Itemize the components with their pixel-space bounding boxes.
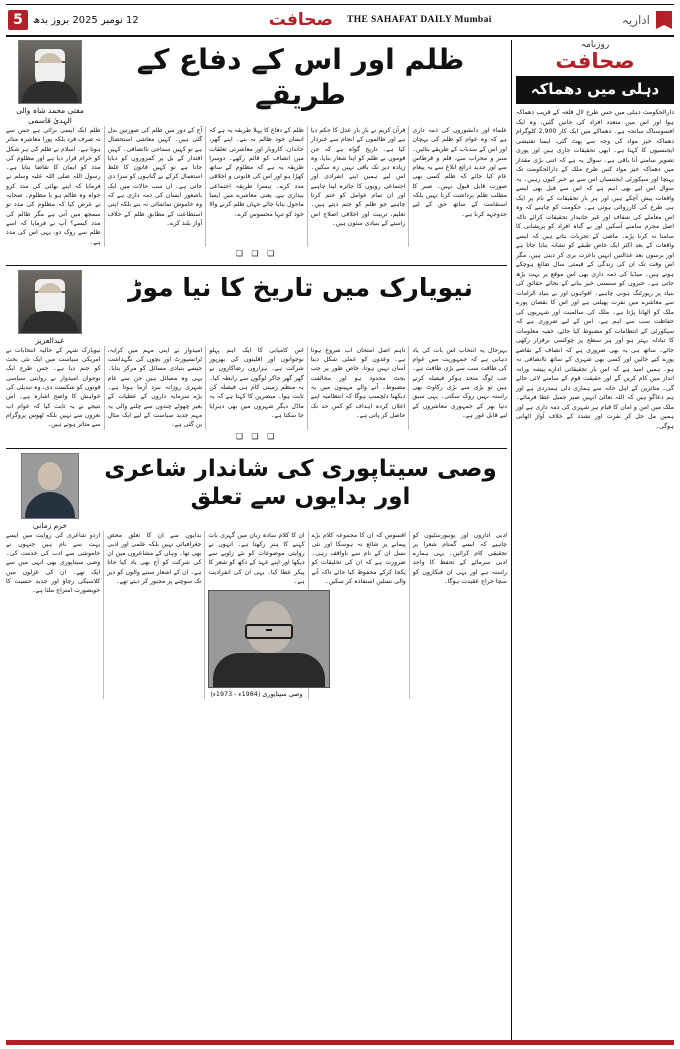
article-3-col-2: بدایوں سے ان کا تعلق محض جغرافیائی نہیں بلکہ علمی اور ادبی بھی تھا۔ وہاں کے مشاعروں میں ان کی شرکت کو آج بھی یاد کیا جاتا ہے۔ ان کے اشعار سننے والوں کو دیر تک سوچنے پر مجبور کر دیتے تھے۔ bbox=[107, 531, 202, 586]
column-rule bbox=[408, 346, 409, 430]
divider bbox=[6, 448, 507, 449]
editorial-body: دارالحکومت دہلی میں جس طرح لال قلعہ کے قریب دھماکہ ہوا اور اس میں متعدد افراد کی جانیں گئیں، وہ ایک افسوسناک سانحہ ہے۔ دھماکے میں ایک کار 2,900 کلوگرام دھماکہ خیز مواد کی وجہ سے پھٹ گئی، ایسا تفتیشی ایجنسیوں کا کہنا ہے۔ ابھی تحقیقات جاری ہیں اور پوری تصویر سامنے آنا باقی ہے۔ سوال یہ ہے کہ اتنی بڑی مقدار میں دھماکہ خیز مواد کس طرح ملک کے دارالحکومت تک پہنچا اور سیکورٹی ایجنسیاں اس سے بے خبر کیوں رہیں۔ یہ سوال اس لیے بھی اہم ہے کہ اس سے قبل بھی ایسے واقعات پیش آچکے ہیں اور ہر بار تحقیقات کے نام پر ایک ہی طرح کی کارروائی ہوتی ہے۔ حکومت کو چاہیے کہ وہ اس معاملے کی شفاف اور غیر جانبدار تحقیقات کرائے تاکہ اصل مجرم سامنے آسکیں اور بے گناہ افراد کو پریشانی کا سامنا نہ کرنا پڑے۔ ماضی کے تجربات بتاتے ہیں کہ ایسے واقعات کے بعد اکثر ایک خاص طبقے کو نشانہ بنایا جاتا ہے اور برسوں بعد عدالتیں انہیں باعزت بری کر دیتی ہیں، مگر اس وقت تک ان کی زندگی کے قیمتی سال ضائع ہوچکے ہوتے ہیں۔ میڈیا کی ذمہ داری بھی اس موقع پر بہت بڑھ جاتی ہے۔ خبروں کو سنسنی خیز بنانے کے بجائے حقائق کی بنیاد پر رپورٹنگ ہونی چاہیے۔ افواہوں اور بے بنیاد الزامات سے معاشرے میں نفرت پھیلتی ہے اور اس کا نقصان پورے ملک کو اٹھانا پڑتا ہے۔ ملک کی سالمیت اور شہریوں کی حفاظت سب سے اہم ہے۔ اس کے لیے ضروری ہے کہ سیکورٹی کے انتظامات کو مضبوط کیا جائے، خفیہ معلومات کا تبادلہ بہتر ہو اور ہر سطح پر چوکسی برقرار رکھی جائے۔ ساتھ ہی یہ بھی ضروری ہے کہ انصاف کے تقاضے پورے کیے جائیں اور کسی بھی شہری کے ساتھ ناانصافی نہ ہو۔ ہمیں امید ہے کہ اس بار تحقیقاتی ادارے پیشہ ورانہ انداز میں کام کریں گے اور حقیقت قوم کے سامنے لائی جائے گی۔ متاثرین کے اہل خانہ سے ہماری دلی ہمدردی ہے اور ہم دعاگو ہیں کہ اللہ تعالیٰ انہیں صبر جمیل عطا فرمائے۔ ملک میں امن و امان کا قیام ہر شہری کی ذمہ داری ہے اور ہمیں مل جل کر نفرت اور تشدد کے خلاف آواز اٹھانی ہوگی۔ bbox=[516, 109, 674, 430]
article-3-col-3-wrap bbox=[208, 531, 304, 700]
article-2-col-2: امیدوار نے اپنی مہم میں کرایہ، ٹرانسپورٹ اور بچوں کی نگہداشت جیسے بنیادی مسائل کو مرکز بنایا۔ یہی وہ مسائل ہیں جن سے عام شہری روزانہ نبرد آزما ہوتا ہے۔ بڑے سرمایہ داروں کے عطیات کے بغیر چھوٹے چندوں سے چلنے والی یہ مہم جدید سیاست کے لیے ایک مثال بن گئی ہے۔ bbox=[107, 346, 203, 429]
article-1-columns bbox=[6, 126, 507, 247]
paper-logo: صحافت bbox=[268, 10, 333, 30]
article-3-col-3: ان کا کلام سادہ زبان میں گہری بات کہنے کا ہنر رکھتا ہے۔ انہوں نے روایتی موضوعات کو نئے زاویے سے دیکھا اور اپنے عہد کے دکھ کو شعر کا پیکر عطا کیا۔ یہی ان کی انفرادیت ہے۔ bbox=[208, 531, 305, 586]
article-1-col-3: ظلم کے دفاع کا پہلا طریقہ یہ ہے کہ انسان خود ظالم نہ بنے۔ اپنے گھر، خاندان، کاروبار اور معاشرتی تعلقات میں انصاف کو قائم رکھے۔ دوسرا طریقہ یہ ہے کہ مظلوم کے ساتھ کھڑا ہو اور اس کی قانونی و اخلاقی مدد کرے۔ تیسرا طریقہ اجتماعی بیداری ہے، یعنی معاشرے میں ایسا ماحول بنایا جائے جہاں ظلم کرنے والا خود کو تنہا محسوس کرے۔ bbox=[209, 127, 304, 218]
article-3-col-1: اردو شاعری کی روایت میں ایسے بہت سے نام ہیں جنہوں نے خاموشی سے ادب کی خدمت کی۔ وصی سیتاپوری بھی انہی میں سے ایک تھے۔ ان کی غزلوں میں کلاسیکی رچاؤ اور جدید حسیت کا خوبصورت امتزاج ملتا ہے۔ bbox=[6, 531, 101, 595]
article-3-columns bbox=[6, 531, 507, 700]
article-3 bbox=[6, 453, 507, 700]
section-label: اداریہ bbox=[621, 13, 650, 27]
article-2-col-1: نیویارک شہر کے حالیہ انتخابات نے امریکی سیاست میں ایک نئی بحث کو جنم دیا ہے۔ جس طرح ایک نوجوان امیدوار نے روایتی سیاسی قوتوں کو شکست دی، وہ تبدیلی کی خواہش کا واضح اشارہ ہے۔ اس نتیجے نے یہ ثابت کیا کہ عوام اب نعروں سے نہیں بلکہ ٹھوس پروگرام سے متاثر ہوتے ہیں۔ bbox=[6, 346, 101, 429]
column-rule bbox=[104, 126, 105, 247]
column-rule bbox=[205, 126, 206, 247]
author-photo bbox=[21, 453, 79, 519]
section-rule bbox=[511, 40, 512, 1045]
article-3-headline: وصی سیتاپوری کی شاندار شاعری اور بدایوں سے تعلق bbox=[104, 455, 497, 511]
editorial-column bbox=[516, 40, 674, 1045]
article-1-byline bbox=[6, 40, 94, 126]
article-1-headline: ظلم اور اس کے دفاع کے طریقے bbox=[136, 43, 465, 111]
page-body bbox=[6, 40, 674, 1045]
editorial-headline: دہلی میں دھماکہ bbox=[516, 76, 674, 104]
masthead bbox=[6, 4, 674, 37]
paper-english-title: THE SAHAFAT DAILY Mumbai bbox=[346, 15, 492, 25]
editorial-kicker: روزنامہ bbox=[580, 40, 610, 50]
article-3-col-4: افسوس کہ ان کا مجموعہ کلام بڑے پیمانے پر شائع نہ ہوسکا اور نئی نسل ان کے نام سے ناواقف رہی۔ ضرورت ہے کہ ان کی تخلیقات کو یکجا کرکے محفوظ کیا جائے تاکہ آنے والی نسلیں استفادہ کر سکیں۔ bbox=[311, 531, 406, 586]
section-ornament: ❏ ❏ ❏ bbox=[235, 431, 278, 441]
article-1-col-2: آج کے دور میں ظلم کی صورتیں بدل گئی ہیں۔ کہیں معاشی استحصال ہے تو کہیں سماجی ناانصافی۔ کہیں اقتدار کے بل پر کمزوروں کو دبایا جاتا ہے تو کہیں قانون کا غلط استعمال کرکے بے گناہوں کو سزا دی جاتی ہے۔ ان سب حالات میں ایک باشعور انسان کی ذمہ داری ہے کہ وہ خاموش تماشائی نہ بنے بلکہ اپنی استطاعت کے مطابق ظلم کے خلاف آواز بلند کرے۔ bbox=[107, 127, 203, 227]
poet-photo-caption: وصی سیتاپوری (1984ء - 1973ء) bbox=[210, 690, 303, 699]
bookmark-icon bbox=[656, 11, 672, 29]
article-2 bbox=[6, 270, 507, 443]
article-2-col-3: اس کامیابی کا ایک اہم پہلو نوجوانوں اور اقلیتوں کی بھرپور شرکت ہے۔ ہزاروں رضاکاروں نے گھر گھر جاکر لوگوں سے رابطہ کیا۔ یہ منظم زمینی کام ہی فیصلہ کن ثابت ہوا۔ مبصرین کا کہنا ہے کہ یہ ماڈل دیگر شہروں میں بھی دہرایا جا سکتا ہے۔ bbox=[209, 346, 304, 419]
column-rule bbox=[103, 531, 104, 700]
article-2-byline bbox=[6, 270, 94, 346]
article-1-col-1: ظلم ایک ایسی برائی ہے جس سے نہ صرف فرد بلکہ پورا معاشرہ متاثر ہوتا ہے۔ اسلام نے ظلم کی ہر شکل کو حرام قرار دیا ہے اور مظلوم کی مدد کو ایمان کا تقاضا بتایا ہے۔ رسول اللہ صلی اللہ علیہ وسلم نے فرمایا کہ اپنے بھائی کی مدد کرو خواہ وہ ظالم ہو یا مظلوم۔ صحابہ نے عرض کیا کہ مظلوم کی مدد تو سمجھ میں آتی ہے مگر ظالم کی مدد کیسے؟ آپ نے فرمایا کہ اسے ظلم سے روک دو، یہی اس کی مدد ہے۔ bbox=[6, 127, 101, 246]
masthead-left bbox=[8, 10, 139, 30]
column-rule bbox=[307, 126, 308, 247]
article-1-col-5: علماء اور دانشوروں کی ذمہ داری ہے کہ وہ عوام کو ظلم کی پہچان اور اس کے سدباب کے طریقے بتائیں۔ منبر و محراب سے، قلم و قرطاس سے اور جدید ذرائع ابلاغ سے یہ پیغام عام کیا جائے کہ ظلم کسی بھی صورت قابل قبول نہیں۔ صبر کا مطلب ظلم برداشت کرنا نہیں بلکہ استقامت کے ساتھ حق کے لیے جدوجہد کرنا ہے۔ bbox=[412, 127, 507, 218]
author-photo bbox=[18, 40, 82, 104]
article-1-col-4: قرآن کریم نے بار بار عدل کا حکم دیا ہے اور ظالموں کے انجام سے خبردار کیا ہے۔ تاریخ گواہ ہے کہ جن قوموں نے ظلم کو اپنا شعار بنایا، وہ زیادہ دیر تک باقی نہیں رہ سکیں۔ اس لیے ہمیں اپنے انفرادی اور اجتماعی رویوں کا جائزہ لینا چاہیے اور ان تمام عوامل کو ختم کرنا چاہیے جو ظلم کو جنم دیتے ہیں۔ تعلیم، تربیت اور اخلاقی اصلاح اس راستے کے بنیادی ستون ہیں۔ bbox=[310, 127, 406, 227]
issue-date: 12 نومبر 2025 بروز بدھ bbox=[33, 14, 139, 26]
article-2-col-5: بہرحال یہ انتخاب اس بات کی یاد دہانی ہے کہ جمہوریت میں عوام کی طاقت سب سے بڑی طاقت ہے۔ جب لوگ متحد ہوکر فیصلہ کرتے ہیں تو بڑی سے بڑی رکاوٹ بھی راستہ نہیں روک سکتی۔ یہی سبق دنیا بھر کے جمہوری معاشروں کے لیے قابل غور ہے۔ bbox=[412, 346, 507, 419]
poet-photo bbox=[208, 590, 330, 688]
article-3-byline bbox=[6, 453, 94, 531]
section-ornament: ❏ ❏ ❏ bbox=[235, 248, 278, 258]
column-rule bbox=[409, 531, 410, 700]
author-name: خرم زمانی bbox=[32, 520, 68, 530]
author-photo bbox=[18, 270, 82, 334]
article-1 bbox=[6, 40, 507, 260]
column-rule bbox=[408, 126, 409, 247]
column-rule bbox=[204, 531, 205, 700]
column-rule bbox=[104, 346, 105, 430]
divider bbox=[6, 265, 507, 266]
article-3-col-5: ادبی اداروں اور یونیورسٹیوں کو چاہیے کہ ایسے گمنام شعرا پر تحقیقی کام کرائیں۔ یہی ہمارے ادبی سرمائے کے تحفظ کا واحد راستہ ہے اور یہی ان فنکاروں کو سچا خراج عقیدت ہوگا۔ bbox=[412, 531, 507, 586]
column-rule bbox=[307, 346, 308, 430]
main-column bbox=[6, 40, 507, 1045]
article-2-headline: نیویارک میں تاریخ کا نیا موڑ bbox=[128, 272, 473, 302]
masthead-right bbox=[622, 11, 672, 29]
author-name: مفتی محمد شاہ والی الہدیٰ قاسمی bbox=[16, 106, 84, 125]
article-2-columns bbox=[6, 346, 507, 430]
article-2-col-4: تاہم اصل امتحان اب شروع ہوتا ہے۔ وعدوں کو عملی شکل دینا آسان نہیں ہوتا، خاص طور پر جب بجٹ محدود ہو اور مخالفت مضبوط۔ آنے والے مہینوں میں یہ دیکھنا دلچسپ ہوگا کہ انتظامیہ اپنے اعلان کردہ اہداف کو کس حد تک حاصل کر پاتی ہے۔ bbox=[310, 346, 406, 419]
bottom-accent-bar bbox=[6, 1040, 674, 1045]
column-rule bbox=[205, 346, 206, 430]
editorial-logo: صحافت bbox=[555, 49, 635, 73]
page-number: 5 bbox=[8, 10, 28, 30]
masthead-center bbox=[269, 10, 492, 30]
author-name: عبدالعزیز bbox=[35, 335, 65, 345]
